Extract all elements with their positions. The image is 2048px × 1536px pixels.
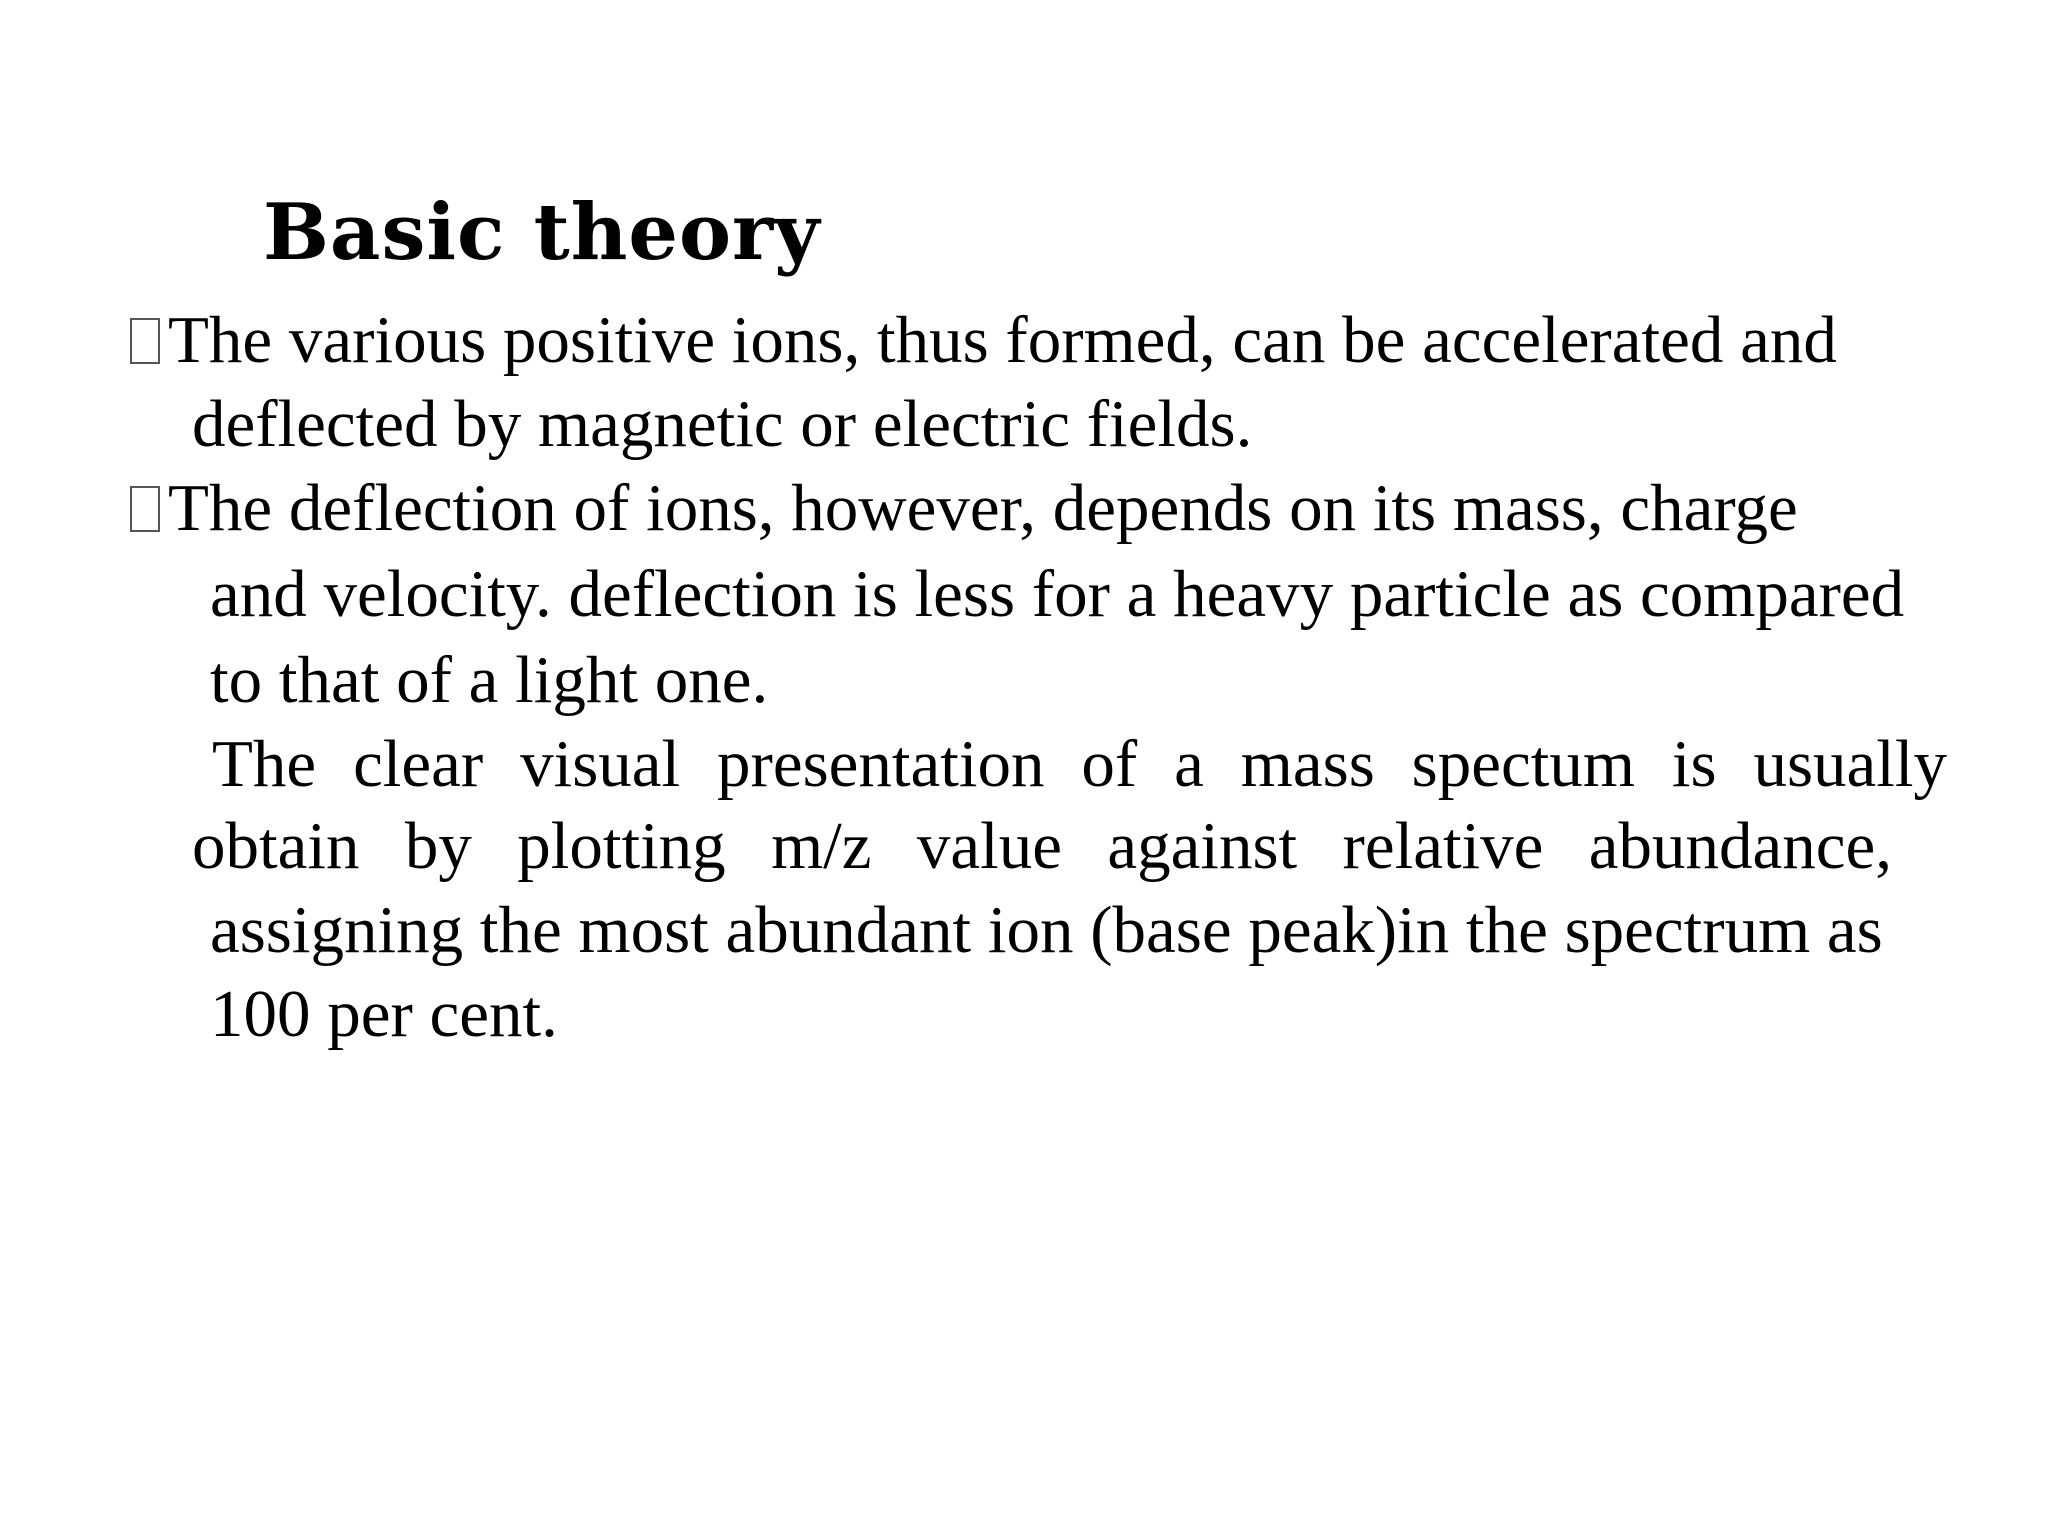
bullet-text: The deflection of ions, however, depends on its mass, charge xyxy=(168,471,1798,545)
bullet-2-line-5: obtain by plotting m/z value against relative abundance, xyxy=(192,809,1892,883)
bullet-2-line-7: 100 per cent. xyxy=(210,977,558,1051)
bullet-2-line-2: and velocity. deflection is less for a heavy particle as compared xyxy=(210,557,1905,631)
bullet-2-line-3: to that of a light one. xyxy=(210,643,769,717)
bullet-1-line-2: deflected by magnetic or electric fields. xyxy=(192,387,1253,461)
bullet-1-line-1 xyxy=(130,298,1837,382)
bullet-2-line-6: assigning the most abundant ion (base peak)in the spectrum as xyxy=(210,893,1883,967)
bullet-2-line-1 xyxy=(130,466,1798,550)
box-bullet-icon xyxy=(130,318,160,364)
bullet-text: The various positive ions, thus formed, can be accelerated and xyxy=(168,303,1837,377)
box-bullet-icon xyxy=(130,486,160,532)
bullet-2-line-4: The clear visual presentation of a mass spectum is usually xyxy=(212,727,1947,801)
slide-title: Basic theory xyxy=(263,187,821,278)
